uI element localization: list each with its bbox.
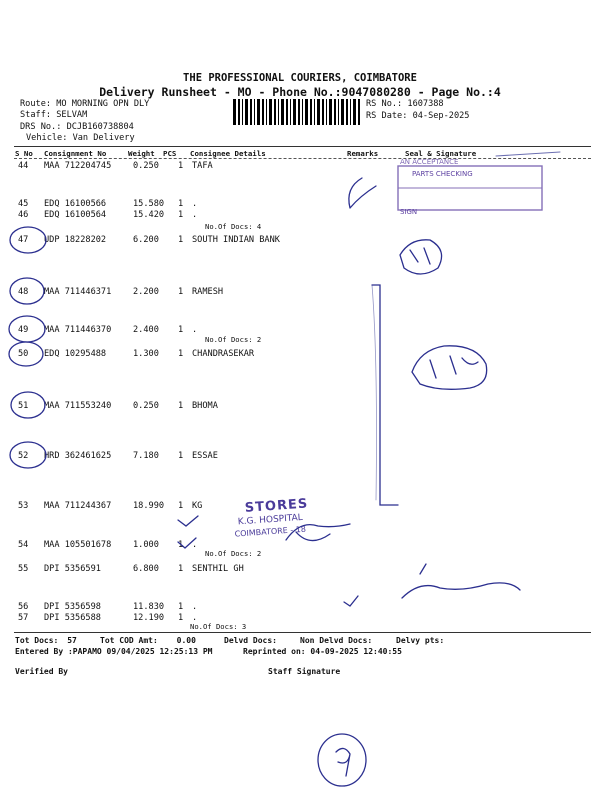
sno-cell: 57 (18, 613, 29, 623)
weight-cell: 1.000 (133, 540, 159, 550)
stores-stamp-line-2: K.G. HOSPITAL (237, 512, 304, 528)
sno-cell: 49 (18, 325, 29, 335)
check-mark (349, 178, 376, 208)
consignee-cell: RAMESH (192, 287, 224, 297)
consignee-cell: BHOMA (192, 401, 218, 411)
weight-cell: 7.180 (133, 451, 159, 461)
check-mark (178, 538, 196, 548)
signature-scribble (402, 564, 520, 598)
signature-scribble (286, 524, 350, 541)
pcs-cell: 1 (178, 564, 184, 574)
sno-cell: 46 (18, 210, 29, 220)
non-delvd-docs: Non Delvd Docs: (300, 636, 373, 645)
pcs-cell: 1 (178, 161, 184, 171)
pcs-cell: 1 (178, 199, 184, 209)
tot-cod-value: 0.00 (176, 636, 196, 645)
weight-cell: 6.800 (133, 564, 159, 574)
consignee-cell: CHANDRASEKAR (192, 349, 255, 359)
consignee-cell: . (192, 613, 198, 623)
consignee-cell: KG (192, 501, 203, 511)
consignment-cell: EDQ 16100564 (44, 210, 107, 220)
circle-mark (11, 392, 45, 418)
sno-cell: 56 (18, 602, 29, 612)
consignee-cell: . (192, 325, 198, 335)
verified-by: Verified By (15, 667, 68, 676)
consignment-cell: HRD 362461625 (44, 451, 112, 461)
signature-scribble (412, 346, 487, 390)
stamp-line-1: AN ACCEPTANCE (400, 158, 459, 166)
pcs-cell: 1 (178, 325, 184, 335)
consignment-cell: EDQ 10295488 (44, 349, 107, 359)
weight-cell: 2.400 (133, 325, 159, 335)
consignment-cell: MAA 711244367 (44, 501, 112, 511)
weight-cell: 11.830 (133, 602, 165, 612)
entered-by: Entered By :PAPAMO 09/04/2025 12:25:13 PM (15, 647, 213, 656)
consignee-cell: ESSAE (192, 451, 218, 461)
consignment-cell: EDQ 16100566 (44, 199, 107, 209)
stamp-line-3: SIGN (400, 208, 418, 216)
sno-cell: 44 (18, 161, 29, 171)
consignment-cell: MAA 712204745 (44, 161, 112, 171)
consignee-cell: . (192, 210, 198, 220)
reprinted-on: Reprinted on: 04-09-2025 12:40:55 (243, 647, 402, 656)
pcs-cell: 1 (178, 501, 184, 511)
sno-cell: 51 (18, 401, 29, 411)
sno-cell: 53 (18, 501, 29, 511)
docs-note: No.Of Docs: 3 (190, 622, 247, 631)
staff-signature: Staff Signature (268, 667, 341, 676)
pcs-cell: 1 (178, 401, 184, 411)
weight-cell: 2.200 (133, 287, 159, 297)
pcs-cell: 1 (178, 540, 184, 550)
col-remarks: Remarks (347, 149, 379, 158)
consignment-cell: MAA 711446371 (44, 287, 112, 297)
weight-cell: 0.250 (133, 161, 159, 171)
circle-mark (10, 227, 46, 253)
docs-note: No.Of Docs: 2 (205, 549, 262, 558)
weight-cell: 18.990 (133, 501, 165, 511)
pcs-cell: 1 (178, 613, 184, 623)
col-consignee: Consignee Details (190, 149, 266, 158)
consignee-cell: . (192, 540, 198, 550)
sno-cell: 55 (18, 564, 29, 574)
delvd-docs: Delvd Docs: (224, 636, 277, 645)
stores-stamp-line-3: COIMBATORE - 18 (234, 524, 307, 539)
circle-mark (9, 342, 43, 366)
consignment-cell: MAA 711553240 (44, 401, 112, 411)
check-mark (344, 596, 358, 606)
signature-scribble (400, 240, 442, 274)
sno-cell: 54 (18, 540, 29, 550)
col-sno: S No (15, 149, 33, 158)
consignee-cell: . (192, 602, 198, 612)
docs-note: No.Of Docs: 4 (205, 222, 262, 231)
vehicle-text: Vehicle: Van Delivery (26, 133, 135, 143)
signature-scribble (336, 748, 350, 776)
circle-mark (9, 316, 45, 342)
tot-cod-label: Tot COD Amt: (100, 636, 158, 645)
consignee-cell: SOUTH INDIAN BANK (192, 235, 280, 245)
col-weight: Weight (128, 149, 155, 158)
pcs-cell: 1 (178, 210, 184, 220)
sno-cell: 47 (18, 235, 29, 245)
drs-number: DRS No.: DCJB160738804 (20, 122, 134, 132)
consignment-cell: DPI 5356591 (44, 564, 101, 574)
weight-cell: 15.580 (133, 199, 165, 209)
rs-date: RS Date: 04-Sep-2025 (366, 111, 470, 121)
circle-mark (10, 278, 44, 304)
pcs-cell: 1 (178, 287, 184, 297)
weight-cell: 0.250 (133, 401, 159, 411)
rs-number: RS No.: 1607388 (366, 99, 444, 109)
consignment-cell: UDP 18228202 (44, 235, 107, 245)
weight-cell: 1.300 (133, 349, 159, 359)
circle-mark (10, 442, 46, 468)
stamp-line-2: PARTS CHECKING (412, 170, 473, 178)
pcs-cell: 1 (178, 451, 184, 461)
consignment-cell: MAA 105501678 (44, 540, 112, 550)
staff-text: Staff: SELVAM (20, 110, 88, 120)
company-title: THE PROFESSIONAL COURIERS, COIMBATORE (183, 72, 417, 84)
weight-cell: 15.420 (133, 210, 165, 220)
stores-stamp-line-1: STORES (244, 496, 309, 516)
sno-cell: 52 (18, 451, 29, 461)
runsheet-subtitle: Delivery Runsheet - MO - Phone No.:9047080280 - Page No.:4 (99, 85, 501, 99)
consignment-cell: DPI 5356588 (44, 613, 101, 623)
circle-mark (318, 734, 366, 786)
consignment-cell: DPI 5356598 (44, 602, 101, 612)
weight-cell: 6.200 (133, 235, 159, 245)
col-pcs: PCS (163, 149, 177, 158)
col-seal: Seal & Signature (405, 149, 477, 158)
delvy-pts: Delvy pts: (396, 636, 445, 645)
docs-note: No.Of Docs: 2 (205, 335, 262, 344)
sno-cell: 50 (18, 349, 29, 359)
pcs-cell: 1 (178, 602, 184, 612)
check-mark (178, 516, 198, 526)
col-consignment: Consignment No (44, 149, 107, 158)
consignee-cell: SENTHIL GH (192, 564, 244, 574)
tot-docs-value: 57 (67, 636, 77, 645)
pcs-cell: 1 (178, 349, 184, 359)
sno-cell: 48 (18, 287, 29, 297)
consignee-cell: TAFA (192, 161, 213, 171)
route-text: Route: MO MORNING OPN DLY (20, 99, 150, 109)
pcs-cell: 1 (178, 235, 184, 245)
weight-cell: 12.190 (133, 613, 165, 623)
consignment-cell: MAA 711446370 (44, 325, 112, 335)
tot-docs-label: Tot Docs: (15, 636, 59, 645)
consignee-cell: . (192, 199, 198, 209)
sno-cell: 45 (18, 199, 29, 209)
